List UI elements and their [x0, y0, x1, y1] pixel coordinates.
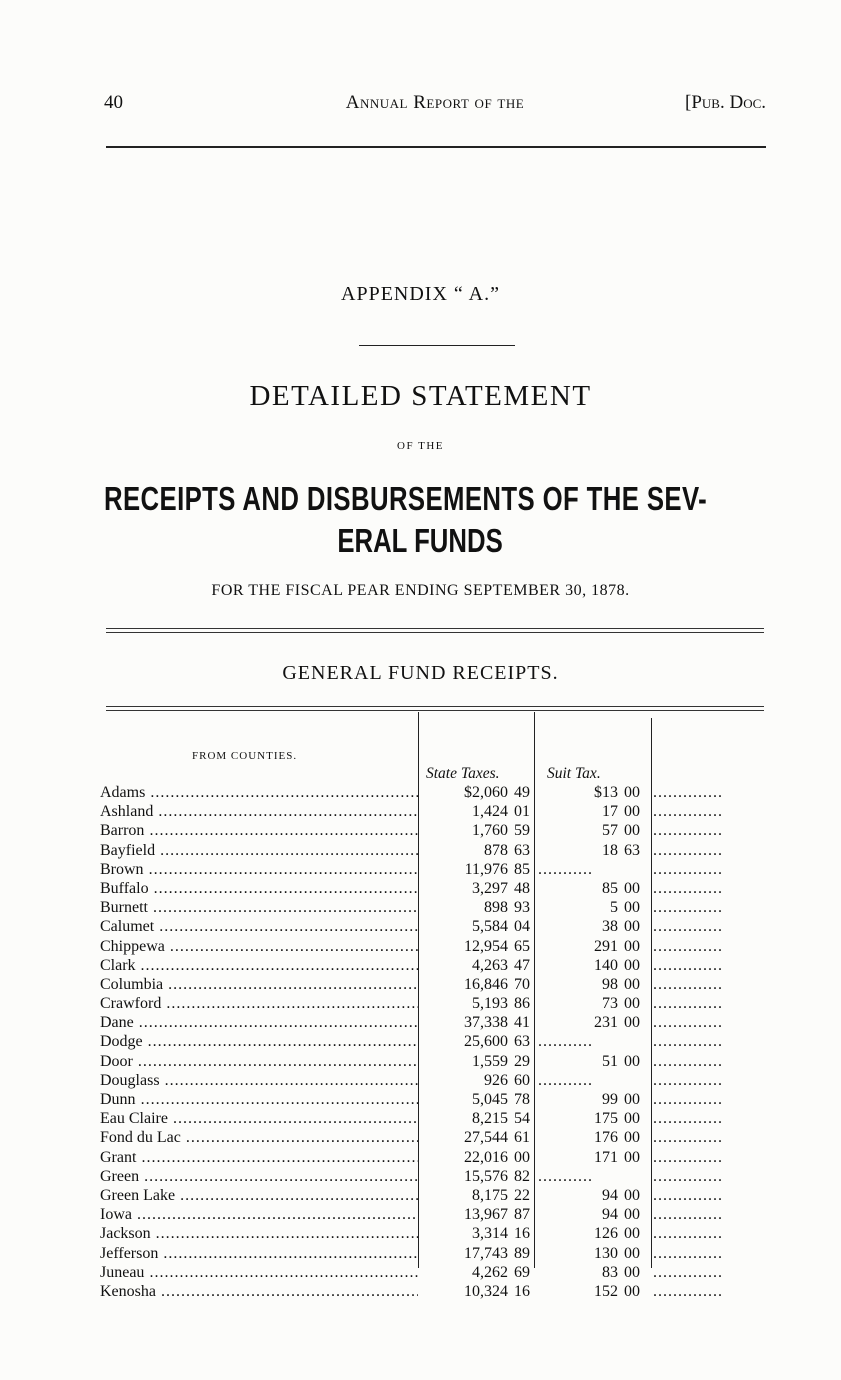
suit-tax-value: 38 00: [602, 918, 640, 936]
suit-tax-value: ...........: [538, 1167, 593, 1185]
empty-column-leader: ..............: [653, 899, 723, 917]
county-name: Door .....: [100, 1052, 418, 1071]
table-row: [100, 1224, 766, 1243]
empty-column-leader: ..............: [653, 975, 723, 993]
doc-label: [Pub. Doc.: [685, 92, 766, 113]
suit-tax-value: 176 00: [594, 1129, 640, 1147]
state-tax-value: 17,743 89: [464, 1244, 530, 1262]
table-row: [100, 1148, 766, 1167]
table-row: [100, 1071, 766, 1090]
empty-column-leader: ..............: [653, 1033, 723, 1051]
table-row: [100, 1263, 766, 1282]
state-tax-value: 25,600 63: [464, 1033, 530, 1051]
suit-tax-value: ...........: [538, 1033, 593, 1051]
running-title: Annual Report of the: [345, 92, 525, 113]
county-name: Fond du Lac .....: [100, 1128, 418, 1147]
table-row: [100, 898, 766, 917]
empty-column-leader: ..............: [653, 1052, 723, 1070]
suit-tax-value: 94 00: [602, 1206, 640, 1224]
empty-column-leader: ..............: [653, 956, 723, 974]
suit-tax-value: ...........: [538, 860, 593, 878]
state-tax-value: 1,424 01: [472, 803, 530, 821]
table-row: [100, 917, 766, 936]
suit-tax-value: 85 00: [602, 879, 640, 897]
suit-tax-value: 140 00: [594, 956, 640, 974]
county-name: Jefferson .....: [100, 1244, 418, 1263]
table-row: [100, 1128, 766, 1147]
suit-tax-value: 130 00: [594, 1244, 640, 1262]
empty-column-leader: ..............: [653, 1206, 723, 1224]
state-tax-value: 4,263 47: [472, 956, 530, 974]
suit-tax-header: Suit Tax.: [547, 765, 601, 782]
detailed-statement-heading: DETAILED STATEMENT: [249, 380, 592, 412]
empty-column-leader: ..............: [653, 1091, 723, 1108]
county-name: Douglass .....: [100, 1071, 418, 1090]
section-title: GENERAL FUND RECEIPTS.: [282, 662, 559, 684]
county-name: Ashland .....: [100, 802, 418, 821]
suit-tax-value: 51 00: [602, 1052, 640, 1070]
county-name: Chippewa .....: [100, 937, 418, 956]
empty-column-leader: ..............: [653, 1014, 723, 1032]
table-row: [100, 1109, 766, 1128]
empty-column-leader: ..............: [653, 822, 723, 840]
suit-tax-value: 73 00: [602, 995, 640, 1013]
county-name: Calumet .....: [100, 917, 418, 936]
suit-tax-value: 83 00: [602, 1263, 640, 1281]
state-tax-value: 37,338 41: [464, 1014, 530, 1032]
table-row: [100, 1052, 766, 1071]
state-tax-value: 4,262 69: [472, 1263, 530, 1281]
county-name: Dane .....: [100, 1013, 418, 1032]
county-name: Crawford .....: [100, 994, 418, 1013]
empty-column-leader: ..............: [653, 1071, 723, 1089]
page-header: [104, 92, 766, 118]
county-name: Barron .....: [100, 821, 418, 840]
county-name: Clark .....: [100, 956, 418, 975]
double-rule-table: [106, 706, 764, 711]
state-tax-value: 11,976 85: [464, 860, 530, 878]
table-row: [100, 1167, 766, 1186]
empty-column-leader: ..............: [653, 937, 723, 955]
county-name: Juneau .....: [100, 1263, 418, 1282]
suit-tax-value: 17 00: [602, 803, 640, 821]
empty-column-leader: ..............: [653, 841, 723, 859]
receipts-heading-line2-text: ERAL FUNDS: [337, 522, 504, 559]
empty-column-leader: ..............: [653, 860, 723, 878]
table-row: [100, 860, 766, 879]
state-tax-value: 8,215 54: [472, 1110, 530, 1128]
suit-tax-value: 126 00: [594, 1225, 640, 1243]
state-tax-value: 13,967 87: [464, 1206, 530, 1224]
suit-tax-value: 94 00: [602, 1186, 640, 1204]
empty-column-leader: ..............: [653, 995, 723, 1013]
state-tax-value: 15,576 82: [464, 1167, 530, 1185]
empty-column-leader: ..............: [653, 1282, 723, 1300]
receipts-heading-line1: RECEIPTS AND DISBURSEMENTS OF THE SEV-: [104, 480, 708, 517]
table-row: [100, 1205, 766, 1224]
state-tax-value: 5,584 04: [472, 918, 530, 936]
county-name: Bayfield .....: [100, 841, 418, 860]
suit-tax-value: 291 00: [594, 937, 640, 955]
state-tax-value: 5,193 86: [472, 995, 530, 1013]
county-name: Eau Claire .....: [100, 1109, 418, 1128]
suit-tax-value: 175 00: [594, 1110, 640, 1128]
empty-column-leader: ..............: [653, 803, 723, 821]
state-taxes-header: State Taxes.: [426, 765, 500, 782]
state-tax-value: 878 63: [484, 841, 530, 859]
state-tax-value: 898 93: [484, 899, 530, 917]
empty-column-leader: ..............: [653, 1148, 723, 1166]
table-row: [100, 937, 766, 956]
county-name: Brown .....: [100, 860, 418, 879]
suit-tax-value: 5 00: [610, 899, 640, 917]
from-counties-label: FROM COUNTIES.: [192, 750, 298, 762]
header-rule: [106, 146, 766, 148]
receipts-heading-line2: [0, 522, 841, 560]
table-row: [100, 1013, 766, 1032]
empty-column-leader: ..............: [653, 1225, 723, 1243]
table-row: [100, 802, 766, 821]
empty-column-leader: ..............: [653, 1186, 723, 1204]
empty-column-leader: ..............: [653, 918, 723, 936]
double-rule-top: [106, 628, 764, 633]
empty-column-leader: ..............: [653, 1263, 723, 1281]
table-row: [100, 1186, 766, 1205]
suit-tax-value: 99 00: [602, 1091, 640, 1108]
county-name: Columbia .....: [100, 975, 418, 994]
county-name: Adams .....: [100, 783, 418, 802]
table-row: [100, 821, 766, 840]
table-row: [100, 841, 766, 860]
county-name: Iowa .....: [100, 1205, 418, 1224]
county-name: Grant .....: [100, 1148, 418, 1167]
state-tax-value: 22,016 00: [464, 1148, 530, 1166]
suit-tax-value: 152 00: [594, 1282, 640, 1300]
state-tax-value: 1,559 29: [472, 1052, 530, 1070]
table-row: [100, 783, 766, 802]
state-tax-value: 3,314 16: [472, 1225, 530, 1243]
fiscal-year-line: FOR THE FISCAL PEAR ENDING SEPTEMBER 30, 1878.: [211, 582, 630, 599]
state-tax-value: 926 60: [484, 1071, 530, 1089]
table-row: [100, 1244, 766, 1263]
page-number: 40: [104, 92, 123, 113]
county-name: Buffalo .....: [100, 879, 418, 898]
suit-tax-value: 171 00: [594, 1148, 640, 1166]
state-tax-value: 8,175 22: [472, 1186, 530, 1204]
county-name: Green .....: [100, 1167, 418, 1186]
state-tax-value: $2,060 49: [464, 784, 530, 801]
empty-column-leader: ..............: [653, 784, 723, 801]
empty-column-leader: ..............: [653, 1129, 723, 1147]
table-row: [100, 1090, 766, 1109]
state-tax-value: 1,760 59: [472, 822, 530, 840]
state-tax-value: 10,324 16: [464, 1282, 530, 1300]
state-tax-value: 12,954 65: [464, 937, 530, 955]
state-tax-value: 3,297 48: [472, 879, 530, 897]
empty-column-leader: ..............: [653, 1167, 723, 1185]
table-row: [100, 994, 766, 1013]
suit-tax-value: 98 00: [602, 975, 640, 993]
suit-tax-value: ...........: [538, 1071, 593, 1089]
suit-tax-value: 18 63: [602, 841, 640, 859]
county-name: Jackson .....: [100, 1224, 418, 1243]
state-tax-value: 5,045 78: [472, 1091, 530, 1108]
short-divider: [359, 345, 515, 346]
county-name: Kenosha .....: [100, 1282, 418, 1301]
table-row: [100, 1282, 766, 1301]
empty-column-leader: ..............: [653, 1110, 723, 1128]
empty-column-leader: ..............: [653, 1244, 723, 1262]
state-tax-value: 27,544 61: [464, 1129, 530, 1147]
of-the-label: OF THE: [397, 440, 444, 452]
appendix-heading: APPENDIX “ A.”: [341, 283, 500, 305]
county-table-body: [100, 783, 766, 1301]
suit-tax-value: 231 00: [594, 1014, 640, 1032]
state-tax-value: 16,846 70: [464, 975, 530, 993]
suit-tax-value: 57 00: [602, 822, 640, 840]
county-name: Burnett .....: [100, 898, 418, 917]
county-name: Dunn .....: [100, 1090, 418, 1109]
suit-tax-value: $13 00: [594, 784, 640, 801]
table-row: [100, 956, 766, 975]
county-name: Dodge .....: [100, 1032, 418, 1051]
table-row: [100, 879, 766, 898]
empty-column-leader: ..............: [653, 879, 723, 897]
county-name: Green Lake .....: [100, 1186, 418, 1205]
table-row: [100, 975, 766, 994]
table-row: [100, 1032, 766, 1051]
